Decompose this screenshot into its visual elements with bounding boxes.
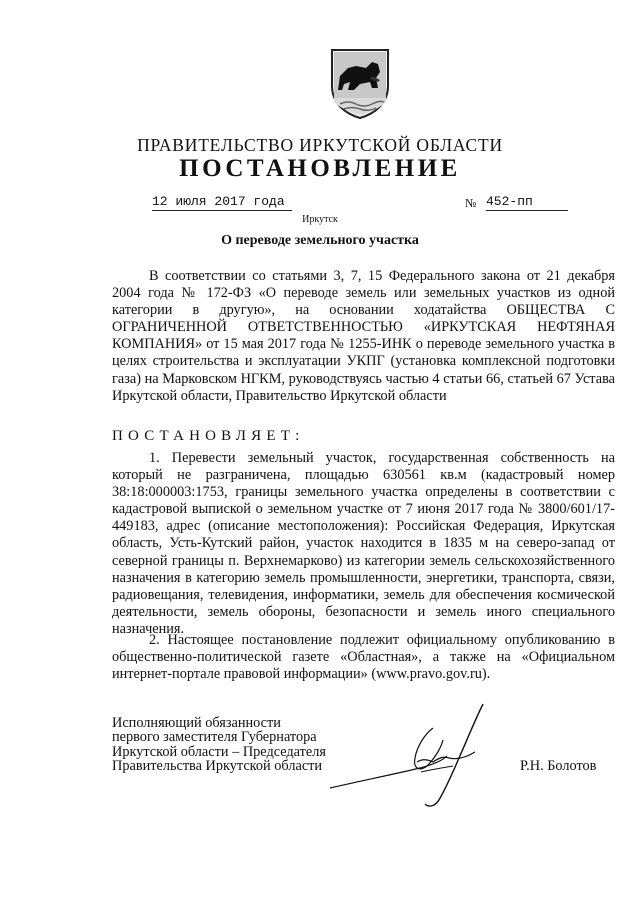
document-subject: О переводе земельного участка: [221, 233, 419, 248]
city-name: Иркутск: [302, 214, 338, 225]
document-date: 12 июля 2017 года: [152, 194, 292, 211]
signatory-name: Р.Н. Болотов: [520, 758, 597, 774]
preamble-paragraph: В соответствии со статьями 3, 7, 15 Федерального закона от 21 декабря 2004 года № 172-ФЗ «О переводе земель или земельных участков из одной категории в другую», на основании ходатайства ОБЩЕСТВА С ОГРАНИЧЕННОЙ ОТВЕТСТВЕННОСТЬЮ «ИРКУТСКАЯ НЕФТЯНАЯ КОМПАНИЯ» от 15 мая 2017 года № 1255-ИНК о переводе земельного участка в целях строительства и эксплуатации УКПГ (установка комплексной подготовки газа) на Марковском НГКМ, руководствуясь частью 4 статьи 66, статьей 67 Устава Иркутской области, Правительство Иркутской области: [112, 268, 615, 404]
item-1-paragraph: 1. Перевести земельный участок, государственная собственность на который не разграничена, площадью 630561 кв.м (кадастровый номер 38:18:000003:1753, границы земельного участка определены в соответствии с кадастровой выпиской о земельном участке от 7 июня 2017 года № 3800/601/17-449183, адрес (описание местоположения): Российская Федерация, Иркутская область, Усть-Кутский район, участок находится в 1835 м на северо-запад от северной границы п. Верхнемарково) из категории земель сельскохозяйственного назначения в категорию земель промышленности, энергетики, транспорта, связи, радиовещания, телевидения, информатики, земель для обеспечения космической деятельности, земель обороны, безопасности и земель иного специального назначения.: [112, 450, 615, 637]
position-line: Исполняющий обязанности: [112, 715, 281, 731]
signatory-position: [112, 716, 326, 774]
position-line: Иркутской области – Председателя: [112, 743, 326, 760]
document-number: 452-пп: [486, 194, 568, 211]
number-sign: №: [465, 196, 477, 210]
coat-of-arms-icon: [328, 46, 392, 120]
item-2-paragraph: 2. Настоящее постановление подлежит официальному опубликованию в общественно-политической газете «Областная», а также на «Официальном интернет-портале правовой информации» (www.pravo.gov.ru).: [112, 632, 615, 683]
position-line: первого заместителя Губернатора: [112, 729, 317, 746]
handwritten-signature: [325, 700, 525, 812]
document-type-title: ПОСТАНОВЛЕНИЕ: [179, 155, 461, 182]
resolves-heading: ПОСТАНОВЛЯЕТ:: [112, 428, 305, 444]
organization-name: ПРАВИТЕЛЬСТВО ИРКУТСКОЙ ОБЛАСТИ: [137, 135, 503, 155]
position-line: Правительства Иркутской области: [112, 758, 323, 775]
